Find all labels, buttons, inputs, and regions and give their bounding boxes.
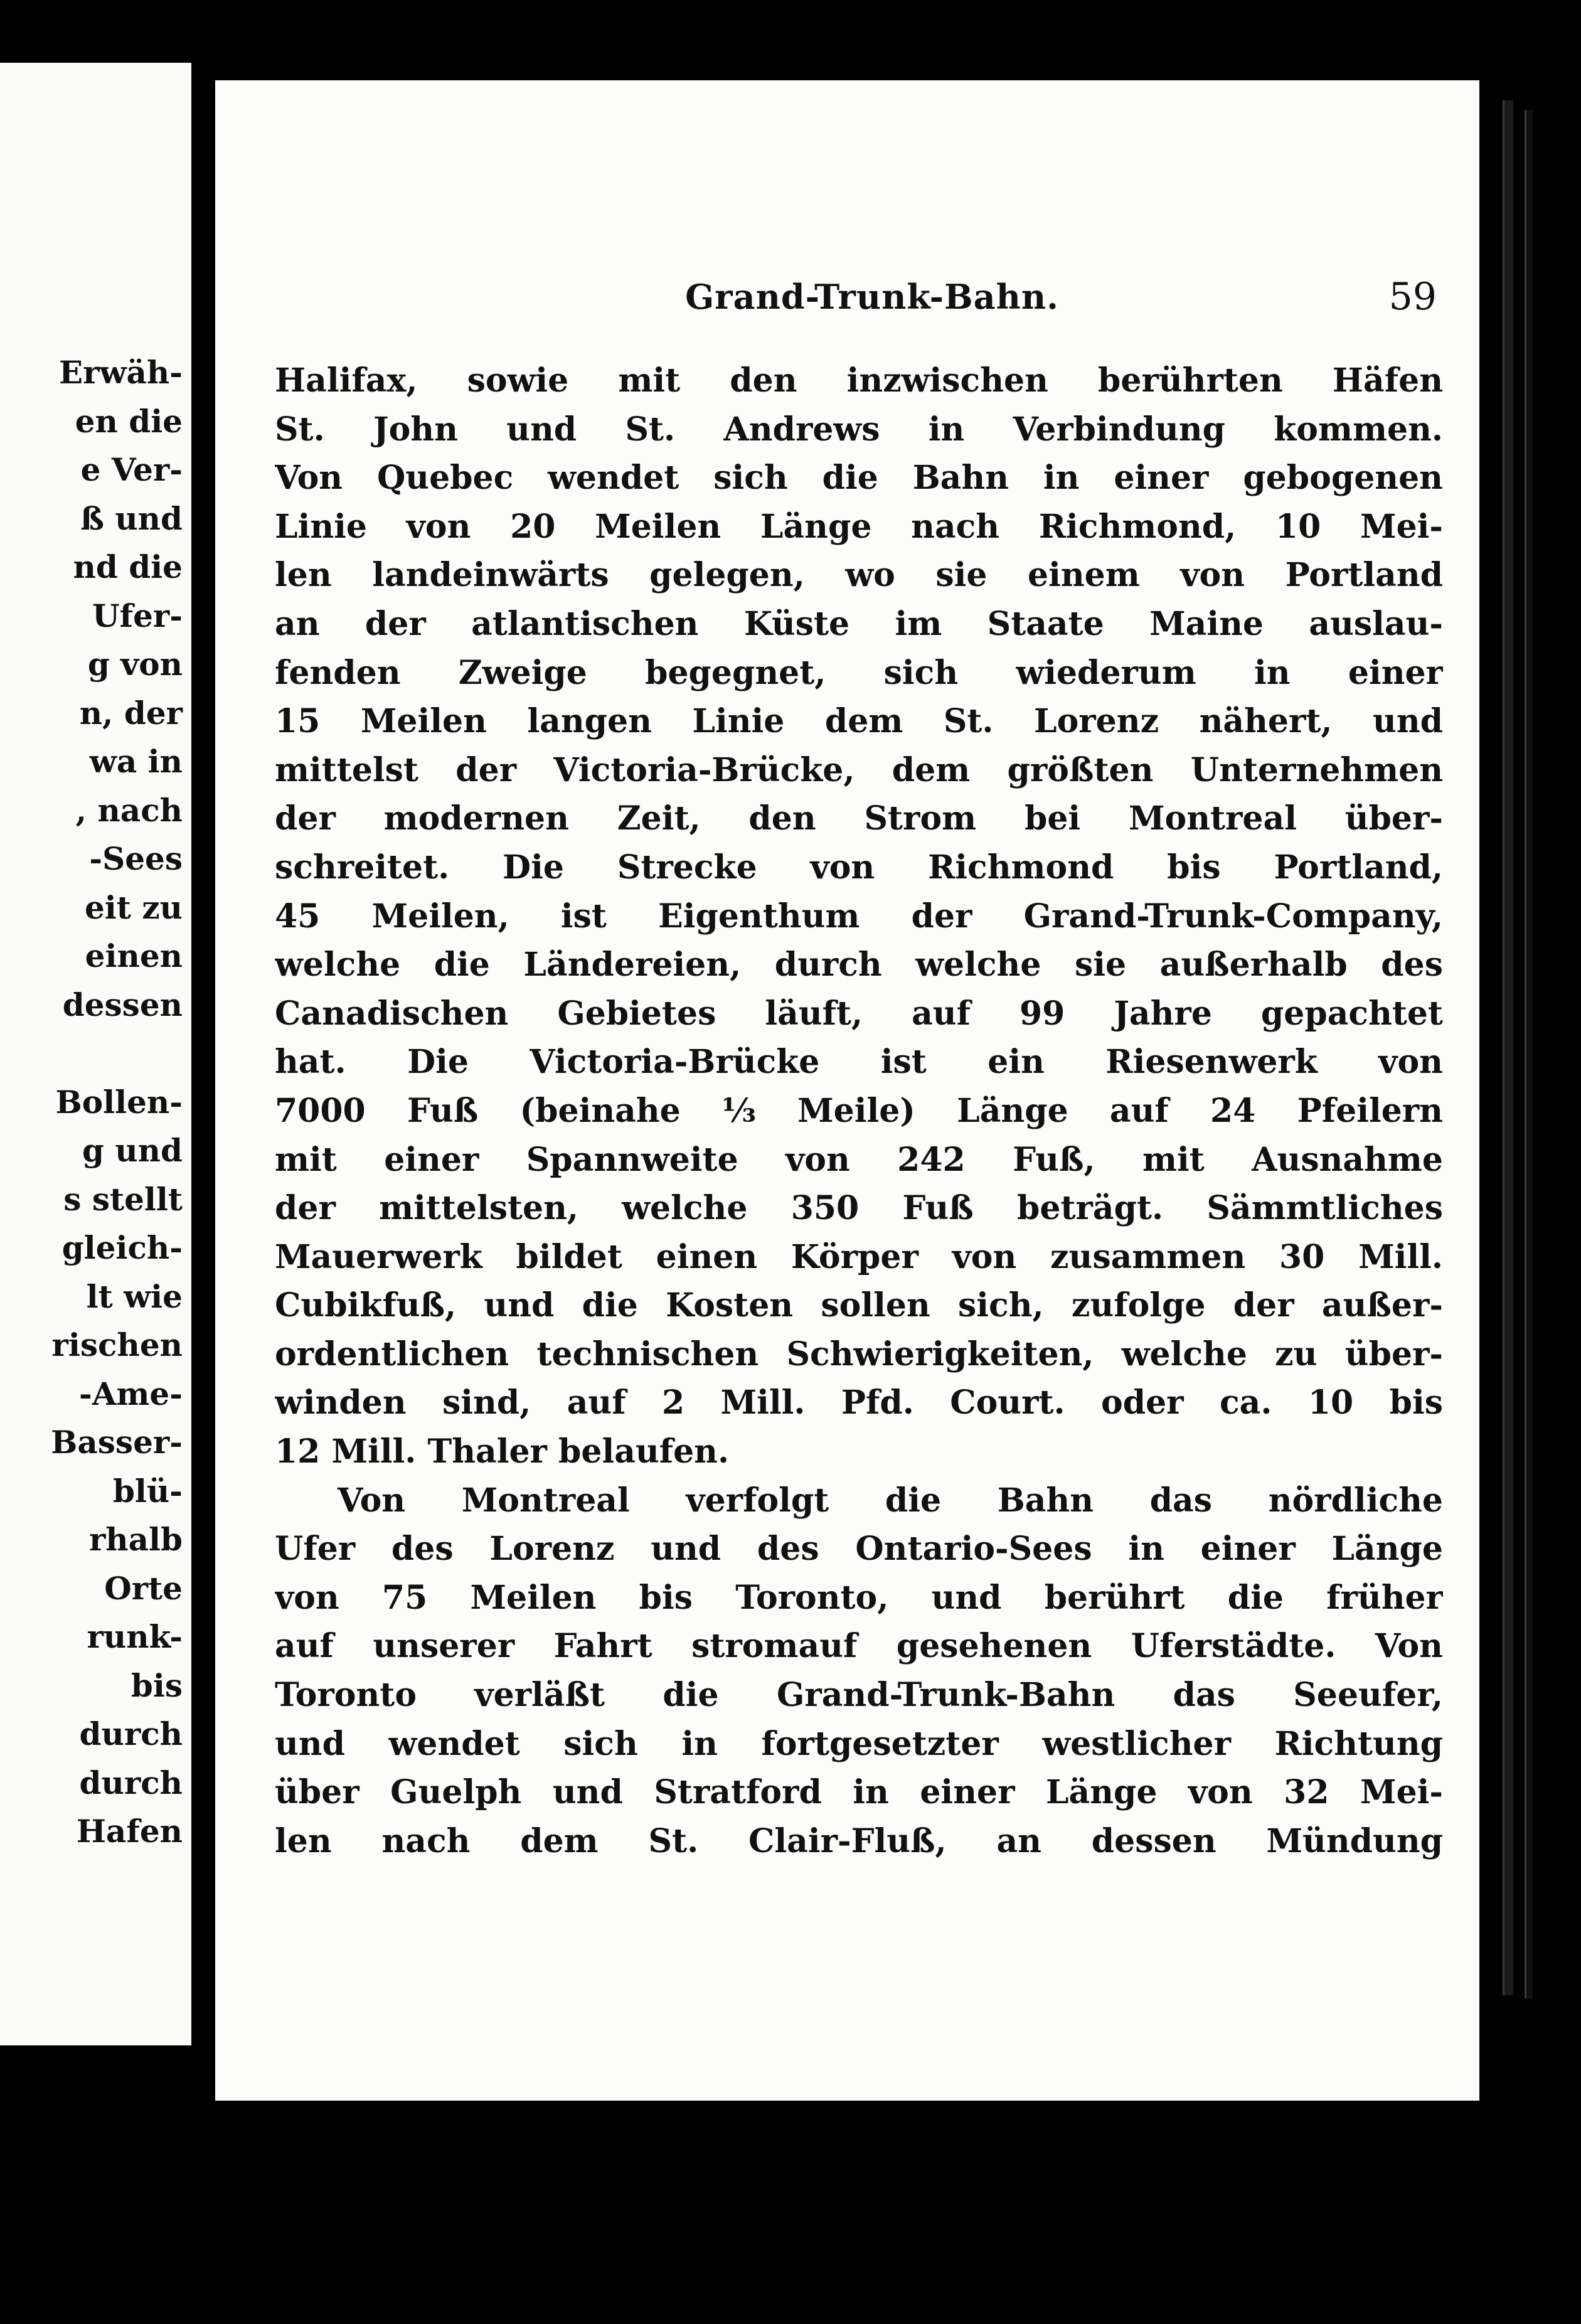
text-line: durch: [79, 1764, 183, 1801]
text-line: 7000 Fuß (beinahe ⅓ Meile) Länge auf 24 Pfeilern: [275, 1091, 1443, 1130]
text-line: der mittelsten, welche 350 Fuß beträgt. Sämmtliches: [275, 1189, 1443, 1228]
page-header: [215, 269, 1479, 325]
text-line: ordentlichen technischen Schwierigkeiten, welche zu über-: [275, 1335, 1443, 1373]
running-title: Grand-Trunk-Bahn.: [685, 277, 1059, 317]
text-line: mittelst der Victoria-Brücke, dem größten Unternehmen: [275, 750, 1443, 789]
text-line: wa in: [89, 743, 183, 780]
text-line: -Sees: [89, 840, 183, 877]
text-line: welche die Ländereien, durch welche sie außerhalb des: [275, 946, 1443, 984]
page-body: [275, 356, 1443, 1865]
text-line: rhalb: [88, 1521, 183, 1558]
text-line: blü-: [112, 1472, 183, 1510]
text-line: len landeinwärts gelegen, wo sie einem von Portland: [275, 556, 1443, 595]
text-line: bis: [130, 1666, 183, 1704]
text-line: einen: [85, 937, 183, 974]
text-line: Canadischen Gebietes läuft, auf 99 Jahre gepachtet: [275, 994, 1443, 1033]
text-line: n, der: [79, 694, 183, 732]
text-line: [51, 1029, 183, 1078]
text-line: Von Montreal verfolgt die Bahn das nördliche: [338, 1481, 1443, 1520]
text-line: schreitet. Die Strecke von Richmond bis Portland,: [275, 848, 1443, 887]
text-line: Hafen: [76, 1813, 183, 1850]
text-line: e Ver-: [80, 451, 183, 488]
text-line: Cubikfuß, und die Kosten sollen sich, zufolge der außer-: [275, 1286, 1443, 1325]
text-line: durch: [79, 1715, 183, 1752]
text-line: g von: [87, 646, 183, 683]
previous-page-text: [51, 348, 183, 1856]
text-line: Mauerwerk bildet einen Körper von zusammen 30 Mill.: [275, 1237, 1443, 1276]
text-line: Ufer-: [92, 597, 183, 634]
text-line: Basser-: [51, 1424, 183, 1461]
text-line: mit einer Spannweite von 242 Fuß, mit Ausnahme: [275, 1140, 1443, 1179]
text-line: en die: [75, 402, 183, 440]
text-line: Halifax, sowie mit den inzwischen berührten Häfen: [275, 361, 1443, 400]
text-line: Toronto verläßt die Grand-Trunk-Bahn das Seeufer,: [275, 1676, 1443, 1715]
text-line: winden sind, auf 2 Mill. Pfd. Court. oder ca. 10 bis: [275, 1383, 1443, 1422]
text-line: 45 Meilen, ist Eigenthum der Grand-Trunk-Company,: [275, 897, 1443, 935]
text-line: fenden Zweige begegnet, sich wiederum in einer: [275, 653, 1443, 692]
text-line: St. John und St. Andrews in Verbindung kommen.: [275, 410, 1443, 449]
text-line: runk-: [87, 1618, 183, 1655]
text-line: dessen: [62, 986, 183, 1023]
text-line: der modernen Zeit, den Strom bei Montreal über-: [275, 799, 1443, 838]
text-line: lt wie: [86, 1277, 183, 1315]
previous-page-edge: [0, 63, 191, 2045]
text-line: -Ame-: [78, 1375, 183, 1412]
text-line: gleich-: [61, 1229, 183, 1266]
text-line: Linie von 20 Meilen Länge nach Richmond, 10 Mei-: [275, 507, 1443, 546]
book-gutter: [191, 50, 216, 2083]
page-edge-stack: [1525, 110, 1533, 1998]
text-line: eit zu: [84, 888, 183, 926]
text-line: von 75 Meilen bis Toronto, und berührt die früher: [275, 1578, 1443, 1617]
text-line: und wendet sich in fortgesetzter westlicher Richtung: [275, 1724, 1443, 1763]
text-line: 12 Mill. Thaler belaufen.: [275, 1432, 730, 1471]
text-line: über Guelph und Stratford in einer Länge von 32 Mei-: [275, 1773, 1443, 1812]
text-line: len nach dem St. Clair-Fluß, an dessen Mündung: [275, 1821, 1443, 1860]
text-line: Von Quebec wendet sich die Bahn in einer gebogenen: [275, 459, 1443, 498]
page-number: 59: [1388, 275, 1437, 319]
text-line: Erwäh-: [59, 354, 183, 391]
book-page: [215, 80, 1479, 2101]
text-line: auf unserer Fahrt stromauf gesehenen Uferstädte. Von: [275, 1627, 1443, 1666]
page-edge-stack: [1503, 100, 1513, 1995]
text-line: rischen: [51, 1326, 183, 1363]
text-line: ß und: [80, 499, 183, 537]
text-line: Ufer des Lorenz und des Ontario-Sees in einer Länge: [275, 1530, 1443, 1569]
text-line: Bollen-: [55, 1083, 183, 1121]
text-line: s stellt: [63, 1180, 183, 1218]
text-line: g und: [82, 1132, 183, 1169]
text-line: hat. Die Victoria-Brücke ist ein Riesenwerk von: [275, 1043, 1443, 1082]
text-line: an der atlantischen Küste im Staate Maine auslau-: [275, 604, 1443, 643]
text-line: , nach: [75, 791, 183, 829]
text-line: Orte: [104, 1569, 183, 1607]
text-line: 15 Meilen langen Linie dem St. Lorenz nähert, und: [275, 702, 1443, 741]
text-line: nd die: [73, 548, 183, 585]
